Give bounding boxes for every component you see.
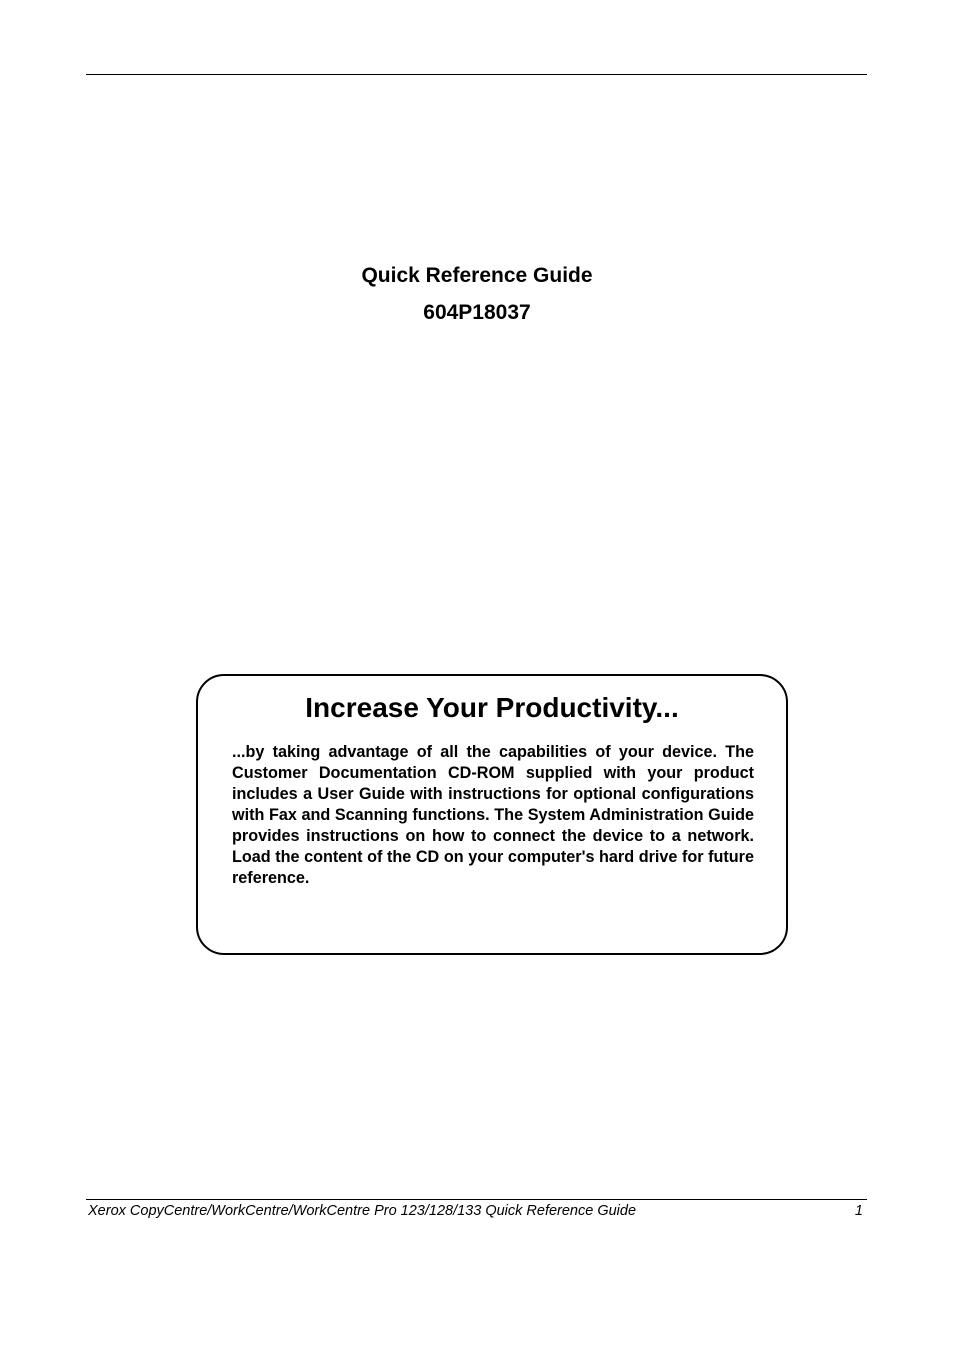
header-rule xyxy=(86,74,867,75)
footer-document-title: Xerox CopyCentre/WorkCentre/WorkCentre Pro 123/128/133 Quick Reference Guide xyxy=(88,1203,637,1219)
productivity-callout xyxy=(196,674,788,955)
footer-page-number: 1 xyxy=(854,1203,863,1219)
footer-rule xyxy=(86,1199,867,1200)
document-title: Quick Reference Guide xyxy=(361,264,593,287)
part-number: 604P18037 xyxy=(423,301,531,324)
title-block xyxy=(0,262,954,336)
callout-body: ...by taking advantage of all the capabilities of your device. The Customer Documentation CD-ROM supplied with your product includes a User Guide with instructions for optional configurations with Fax and Scanning functions. The System Administration Guide provides instructions on how to connect the device to a network. Load the content of the CD on your computer's hard drive for future reference. xyxy=(232,743,754,887)
callout-heading: Increase Your Productivity... xyxy=(305,692,679,723)
